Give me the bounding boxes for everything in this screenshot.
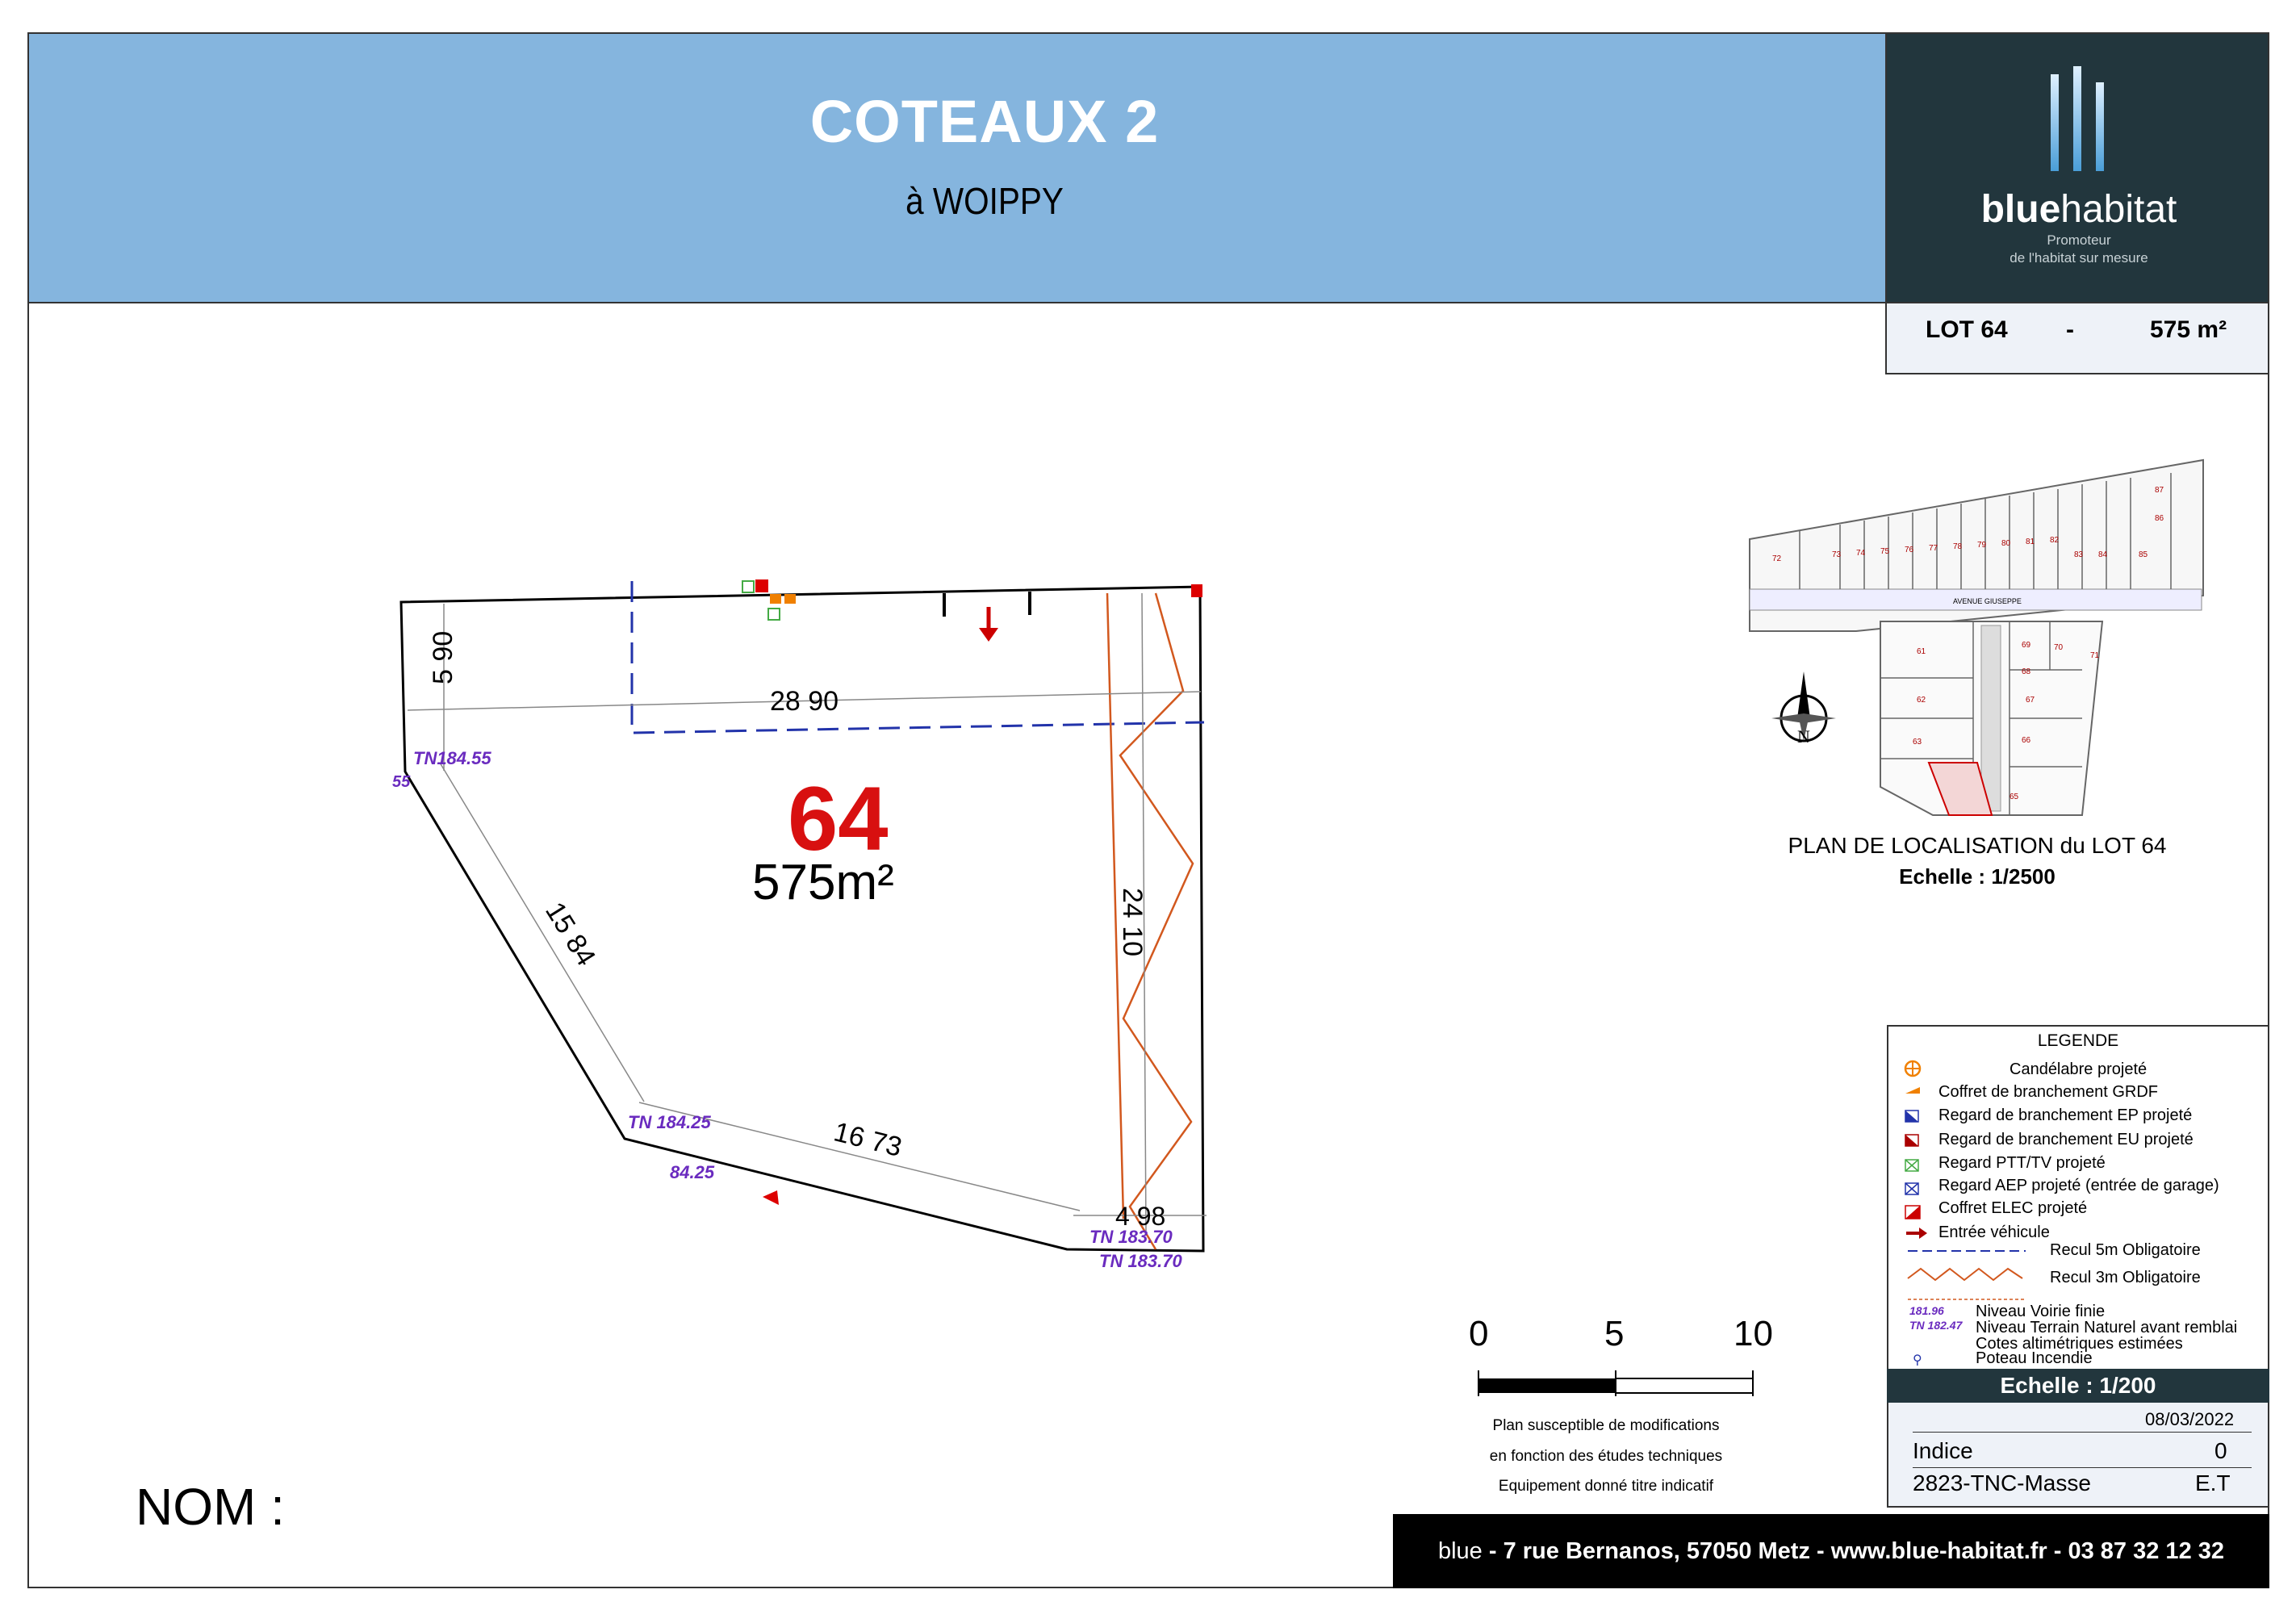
logo-tagline-2: de l'habitat sur mesure — [2010, 250, 2148, 266]
dim-24-10: 24 10 — [1117, 888, 1148, 957]
level-tn-183-70-b: TN 183.70 — [1099, 1251, 1182, 1271]
loc-lot-78: 78 — [1953, 542, 1963, 551]
loc-lot-86: 86 — [2155, 514, 2164, 523]
legend-recul-3m: Recul 3m Obligatoire — [2050, 1269, 2201, 1286]
loc-lot-76: 76 — [1905, 546, 1914, 554]
legend-elec: Coffret ELEC projeté — [1938, 1199, 2088, 1217]
loc-lot-62: 62 — [1917, 696, 1926, 705]
loc-lot-84: 84 — [2098, 550, 2108, 559]
loc-lot-83: 83 — [2074, 550, 2084, 559]
title-block-author: E.T — [2195, 1470, 2231, 1495]
loc-lot-61: 61 — [1917, 647, 1926, 656]
loc-lot-69: 69 — [2022, 641, 2031, 650]
loc-lot-79: 79 — [1977, 541, 1987, 550]
name-field-label: NOM : — [136, 1478, 285, 1536]
location-map — [1750, 460, 2203, 815]
loc-lot-80: 80 — [2001, 539, 2011, 548]
scale-label-0: 0 — [1469, 1314, 1489, 1353]
legend-title: LEGENDE — [2037, 1031, 2119, 1050]
loc-lot-67: 67 — [2026, 696, 2035, 705]
loc-lot-73: 73 — [1832, 550, 1842, 559]
legend-grdf: Coffret de branchement GRDF — [1938, 1083, 2158, 1101]
legend-ptt: Regard PTT/TV projeté — [1938, 1154, 2106, 1172]
loc-lot-85: 85 — [2139, 550, 2148, 559]
recul-5m-line — [632, 581, 1204, 733]
footer-contact: blue - 7 rue Bernanos, 57050 Metz - www.blue-habitat.fr - 03 87 32 12 32 — [1393, 1514, 2269, 1588]
scale-label-5: 5 — [1604, 1314, 1625, 1353]
loc-lot-75: 75 — [1880, 547, 1890, 556]
title-block-indice-value: 0 — [2214, 1438, 2227, 1463]
street-label: AVENUE GIUSEPPE — [1953, 597, 2022, 605]
loc-lot-71: 71 — [2090, 651, 2100, 660]
north-arrow-icon — [1771, 671, 1836, 747]
disclaimer-line-2: en fonction des études techniques — [1489, 1448, 1723, 1465]
legend-entree: Entrée véhicule — [1938, 1224, 2050, 1241]
loc-lot-82: 82 — [2050, 536, 2060, 545]
legend-candelabre: Candélabre projeté — [2010, 1060, 2148, 1078]
title-block-reference: 2823-TNC-Masse — [1913, 1470, 2091, 1495]
legend-poteau: Poteau Incendie — [1976, 1349, 2093, 1367]
dim-16-73: 16 73 — [830, 1116, 905, 1163]
loc-lot-68: 68 — [2022, 667, 2031, 676]
lot-area-label: 575m² — [752, 855, 894, 910]
title-block-indice-label: Indice — [1913, 1438, 1973, 1463]
loc-lot-81: 81 — [2026, 538, 2035, 546]
disclaimer-line-3: Equipement donné titre indicatif — [1498, 1478, 1714, 1495]
level-tn-184-55: TN184.55 — [413, 748, 491, 768]
loc-lot-72: 72 — [1772, 554, 1782, 563]
scale-label-10: 10 — [1734, 1314, 1773, 1353]
legend-ep: Regard de branchement EP projeté — [1938, 1106, 2193, 1124]
svg-text:181.96: 181.96 — [1909, 1304, 1944, 1317]
lot-label: LOT 64 — [1926, 316, 2008, 343]
project-title: COTEAUX 2 — [809, 88, 1160, 155]
legend-recul-5m: Recul 5m Obligatoire — [2050, 1241, 2201, 1259]
logo-tagline-1: Promoteur — [2047, 232, 2111, 248]
title-block — [1887, 1403, 2269, 1508]
project-location: à WOIPPY — [905, 180, 1064, 222]
loc-lot-70: 70 — [2054, 643, 2064, 652]
lot-separator: - — [2066, 316, 2074, 343]
entree-vehicule-arrow-icon — [979, 607, 998, 642]
loc-lot-74: 74 — [1856, 549, 1866, 558]
location-plan-title: PLAN DE LOCALISATION du LOT 64 — [1788, 833, 2167, 858]
dim-4-98: 4 98 — [1115, 1202, 1166, 1231]
svg-text:TN 182.47: TN 182.47 — [1909, 1319, 1963, 1332]
dim-28-90: 28 90 — [770, 686, 839, 717]
loc-lot-77: 77 — [1929, 544, 1938, 553]
loc-lot-66: 66 — [2022, 736, 2031, 745]
legend-box — [1887, 1025, 2269, 1370]
title-block-date: 08/03/2022 — [2145, 1409, 2235, 1429]
dim-15-84: 15 84 — [539, 897, 602, 972]
lot-area: 575 m² — [2150, 316, 2227, 343]
location-plan-scale: Echelle : 1/2500 — [1899, 864, 2056, 889]
level-84-25: 84.25 — [670, 1162, 715, 1182]
loc-lot-65: 65 — [2010, 793, 2019, 801]
loc-lot-87: 87 — [2155, 486, 2164, 495]
legend-tn: Niveau Terrain Naturel avant remblai — [1976, 1319, 2238, 1336]
svg-text:N: N — [1797, 726, 1810, 747]
loc-lot-63: 63 — [1913, 738, 1922, 747]
logo-wordmark: bluehabitat — [1980, 188, 2177, 231]
disclaimer-line-1: Plan susceptible de modifications — [1492, 1417, 1720, 1434]
title-block-scale: Echelle : 1/200 — [1887, 1369, 2269, 1403]
level-55: 55 — [392, 773, 411, 791]
svg-text:⚲: ⚲ — [1913, 1352, 1922, 1367]
legend-voirie: Niveau Voirie finie — [1976, 1303, 2106, 1320]
level-tn-184-25: TN 184.25 — [628, 1112, 711, 1132]
dim-5-90: 5 90 — [428, 630, 458, 684]
level-tn-183-70-a: TN 183.70 — [1089, 1227, 1173, 1247]
scale-bar — [1478, 1370, 1753, 1396]
legend-eu: Regard de branchement EU projeté — [1938, 1131, 2194, 1148]
legend-cotes: Cotes altimétriques estimées — [1976, 1335, 2183, 1353]
legend-aep: Regard AEP projeté (entrée de garage) — [1938, 1177, 2219, 1194]
lot-number: 64 — [788, 768, 889, 869]
